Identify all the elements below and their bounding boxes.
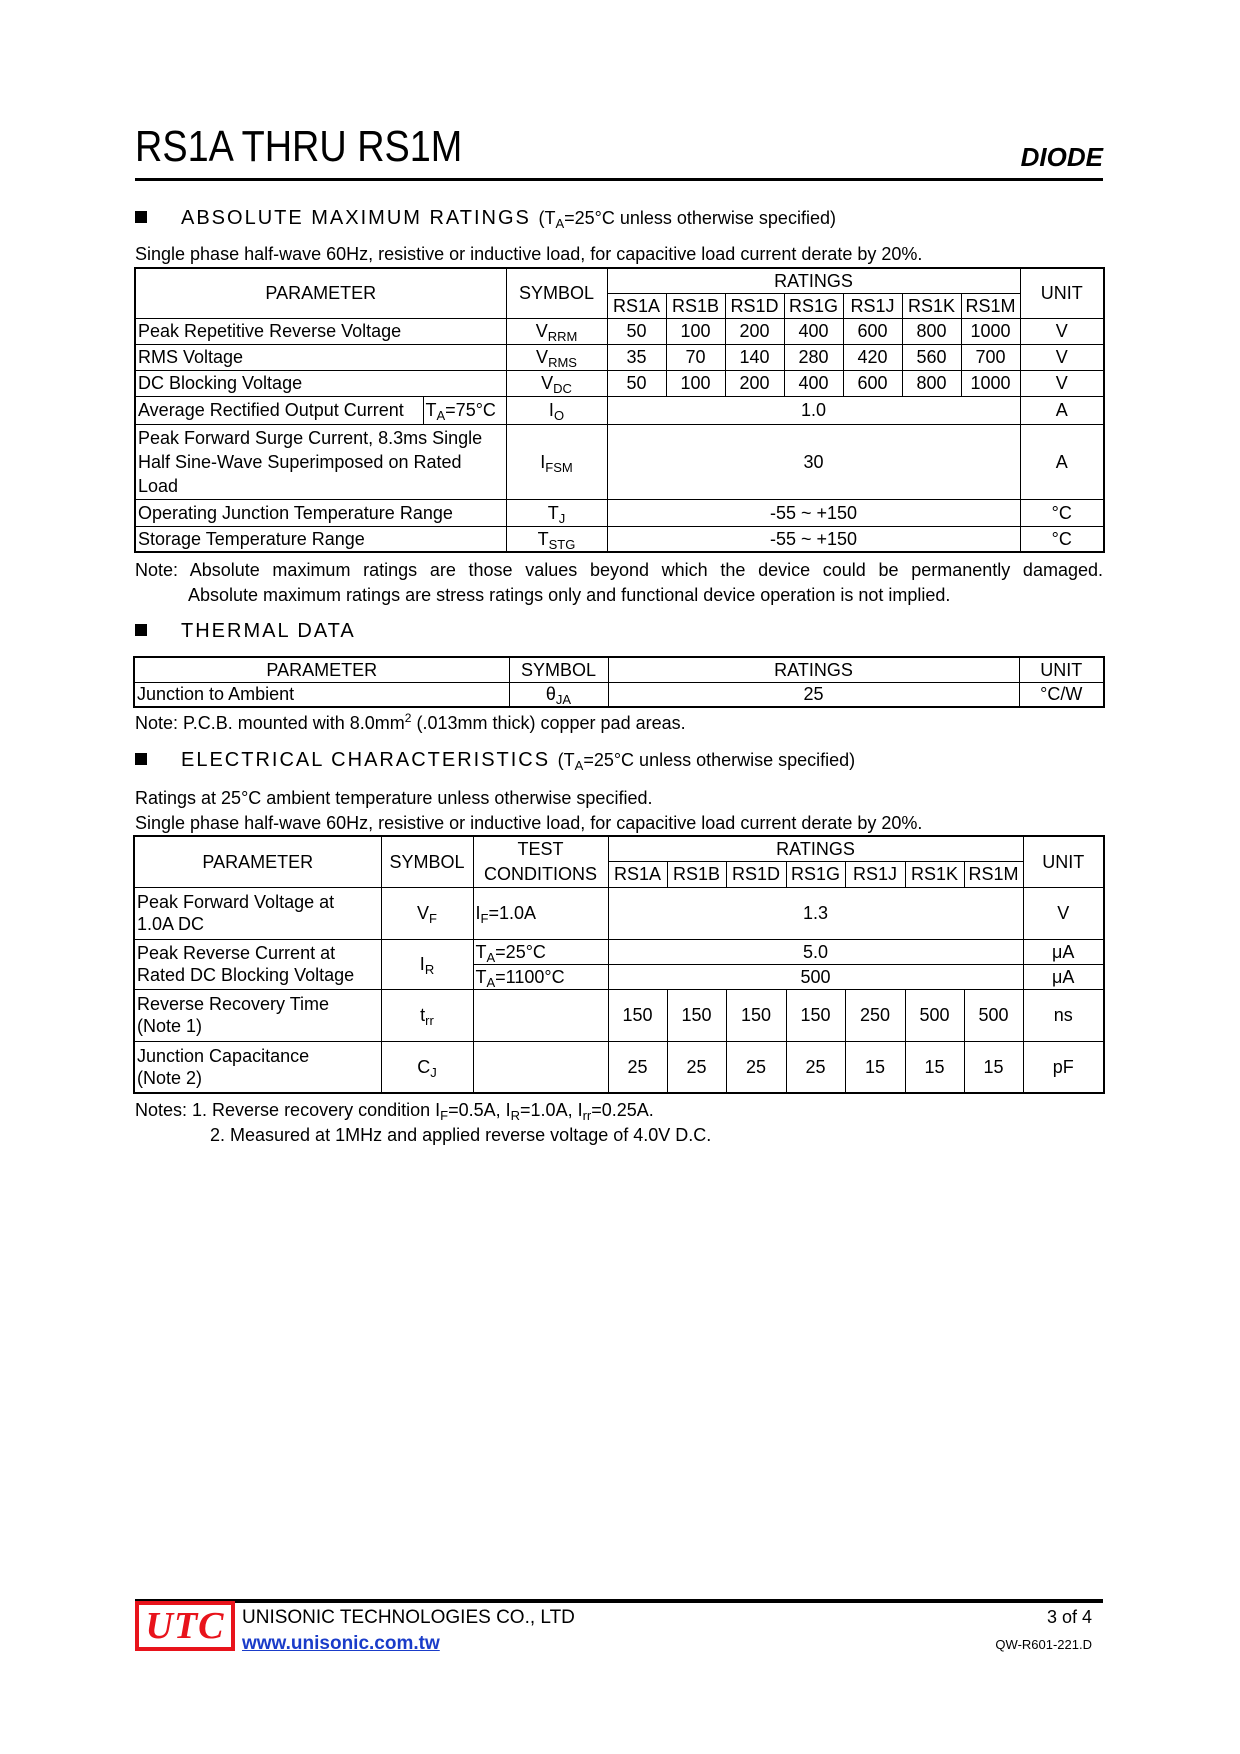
- param-cell: Reverse Recovery Time (Note 1): [134, 989, 381, 1041]
- unit-cell: °C: [1020, 526, 1104, 552]
- condition-cell: $T_A=1100^\circ C$: [473, 964, 608, 989]
- thermal-note: Note: P.C.B. mounted with $8.0mm^2$ (.013mm thick) copper pad areas.: [135, 711, 686, 733]
- elec-heading: ELECTRICAL CHARACTERISTICS ($T_A=25^\circ C$ unless otherwise specified): [135, 749, 855, 772]
- value-cell: 600: [843, 318, 902, 344]
- symbol-cell: $T_J$: [506, 499, 607, 526]
- header-rule: [135, 178, 1103, 181]
- value-cell: 500: [964, 989, 1023, 1041]
- value-cell: 250: [845, 989, 905, 1041]
- model-header: RS1M: [961, 293, 1020, 318]
- header-symbol: SYMBOL: [509, 657, 608, 682]
- header-parameter: PARAMETER: [135, 268, 506, 318]
- param-cell: DC Blocking Voltage: [135, 370, 506, 396]
- model-header: RS1D: [726, 861, 786, 887]
- utc-logo: UTC: [135, 1601, 235, 1651]
- unit-cell: V: [1020, 318, 1104, 344]
- symbol-cell: $I_O$: [506, 396, 607, 424]
- symbol-cell: $I_{FSM}$: [506, 424, 607, 499]
- table-row: [135, 396, 1104, 424]
- value-cell: 25: [608, 1041, 667, 1093]
- value-cell: 800: [902, 318, 961, 344]
- unit-cell: ns: [1023, 989, 1104, 1041]
- value-cell: -55 ~ +150: [607, 526, 1020, 552]
- table-row: [134, 1041, 1104, 1093]
- param-cell: Operating Junction Temperature Range: [135, 499, 506, 526]
- value-cell: 200: [725, 318, 784, 344]
- table-row: [135, 344, 1104, 370]
- unit-cell: A: [1020, 424, 1104, 499]
- abs-max-heading: ABSOLUTE MAXIMUM RATINGS ($T_A=25^\circ C$ unless otherwise specified): [135, 207, 836, 230]
- value-cell: 560: [902, 344, 961, 370]
- table-row: [135, 424, 1104, 499]
- header-unit: UNIT: [1019, 657, 1104, 682]
- model-header: RS1J: [843, 293, 902, 318]
- document-title: RS1A THRU RS1M: [135, 122, 463, 171]
- header-test: TEST: [473, 836, 608, 861]
- param-cell: Average Rectified Output Current $T_A=75^\circ C$: [135, 396, 506, 424]
- value-cell: 400: [784, 370, 843, 396]
- symbol-cell: $V_{RMS}$: [506, 344, 607, 370]
- elec-intro-1: Ratings at 25°C ambient temperature unless otherwise specified.: [135, 788, 653, 808]
- value-cell: 70: [666, 344, 725, 370]
- symbol-cell: $V_{DC}$: [506, 370, 607, 396]
- header-unit: UNIT: [1023, 836, 1104, 887]
- value-cell: 420: [843, 344, 902, 370]
- elec-note-2: 2. Measured at 1MHz and applied reverse voltage of 4.0V D.C.: [210, 1125, 712, 1145]
- param-cell: Junction to Ambient: [134, 682, 509, 707]
- model-header: RS1A: [607, 293, 666, 318]
- table-row: [134, 989, 1104, 1041]
- model-header: RS1B: [666, 293, 725, 318]
- param-cell: Junction Capacitance (Note 2): [134, 1041, 381, 1093]
- value-cell: 15: [845, 1041, 905, 1093]
- model-header: RS1B: [667, 861, 726, 887]
- header-symbol: SYMBOL: [381, 836, 473, 887]
- symbol-cell: $V_{RRM}$: [506, 318, 607, 344]
- table-row: [134, 887, 1104, 939]
- model-header: RS1K: [902, 293, 961, 318]
- unit-cell: V: [1020, 370, 1104, 396]
- header-ratings: RATINGS: [608, 836, 1023, 861]
- bullet-square-icon: [135, 624, 147, 636]
- company-name: UNISONIC TECHNOLOGIES CO., LTD: [242, 1607, 575, 1628]
- document-category: DIODE: [1020, 142, 1103, 172]
- value-cell: 150: [726, 989, 786, 1041]
- value-cell: 280: [784, 344, 843, 370]
- unit-cell: V: [1020, 344, 1104, 370]
- param-cell: Peak Forward Voltage at 1.0A DC: [134, 887, 381, 939]
- abs-max-note: Note: Absolute maximum ratings are those values beyond which the device could be permanently damaged.: [135, 560, 1103, 580]
- value-cell: 1.3: [608, 887, 1023, 939]
- abs-max-table: [134, 267, 1105, 553]
- abs-max-intro: Single phase half-wave 60Hz, resistive or inductive load, for capacitive load current derate by 20%.: [135, 244, 923, 264]
- value-cell: 600: [843, 370, 902, 396]
- condition-cell: [473, 989, 608, 1041]
- elec-table: [133, 835, 1105, 1094]
- header-parameter: PARAMETER: [134, 836, 381, 887]
- header-unit: UNIT: [1020, 268, 1104, 318]
- table-row: [135, 499, 1104, 526]
- unit-cell: V: [1023, 887, 1104, 939]
- bullet-square-icon: [135, 211, 147, 223]
- value-cell: 140: [725, 344, 784, 370]
- unit-cell: °C/W: [1019, 682, 1104, 707]
- model-header: RS1D: [725, 293, 784, 318]
- condition-cell: $T_A=25^\circ C$: [473, 939, 608, 964]
- model-header: RS1G: [786, 861, 845, 887]
- symbol-cell: $T_{STG}$: [506, 526, 607, 552]
- value-cell: 150: [667, 989, 726, 1041]
- value-cell: 25: [608, 682, 1019, 707]
- param-cell: RMS Voltage: [135, 344, 506, 370]
- value-cell: 150: [608, 989, 667, 1041]
- value-cell: 1000: [961, 318, 1020, 344]
- abs-max-note-cont: Absolute maximum ratings are stress ratings only and functional device operation is not implied.: [188, 585, 951, 605]
- unit-cell: A: [1020, 396, 1104, 424]
- website-link[interactable]: www.unisonic.com.tw: [242, 1633, 440, 1654]
- value-cell: 25: [786, 1041, 845, 1093]
- symbol-cell: $V_F$: [381, 887, 473, 939]
- model-header: RS1A: [608, 861, 667, 887]
- thermal-table: [133, 656, 1105, 708]
- symbol-cell: $t_{rr}$: [381, 989, 473, 1041]
- model-header: RS1J: [845, 861, 905, 887]
- value-cell: 100: [666, 318, 725, 344]
- header-conditions: CONDITIONS: [473, 861, 608, 887]
- value-cell: 100: [666, 370, 725, 396]
- symbol-cell: $\theta_{JA}$: [509, 682, 608, 707]
- thermal-heading: THERMAL DATA: [135, 620, 356, 643]
- bullet-square-icon: [135, 753, 147, 765]
- model-header: RS1G: [784, 293, 843, 318]
- elec-note-1: Notes: 1. Reverse recovery condition $I_F=0.5A$, $I_R=1.0A$, $I_{rr}=0.25A$.: [135, 1100, 654, 1123]
- elec-intro-2: Single phase half-wave 60Hz, resistive or inductive load, for capacitive load current derate by 20%.: [135, 813, 923, 833]
- value-cell: 25: [667, 1041, 726, 1093]
- value-cell: 35: [607, 344, 666, 370]
- value-cell: 5.0: [608, 939, 1023, 964]
- param-cell: Peak Reverse Current at Rated DC Blocking Voltage: [134, 939, 381, 989]
- table-row: [135, 318, 1104, 344]
- value-cell: 50: [607, 370, 666, 396]
- param-cell: Peak Forward Surge Current, 8.3ms Single Half Sine-Wave Superimposed on Rated Load: [135, 424, 506, 499]
- value-cell: 25: [726, 1041, 786, 1093]
- unit-cell: pF: [1023, 1041, 1104, 1093]
- model-header: RS1M: [964, 861, 1023, 887]
- page-number: 3 of 4: [1046, 1607, 1092, 1627]
- value-cell: 500: [608, 964, 1023, 989]
- header-parameter: PARAMETER: [134, 657, 509, 682]
- document-number: QW-R601-221.D: [995, 1637, 1092, 1652]
- unit-cell: μA: [1023, 964, 1104, 989]
- value-cell: 15: [905, 1041, 964, 1093]
- table-row: [134, 682, 1104, 707]
- table-row: [135, 370, 1104, 396]
- model-header: RS1K: [905, 861, 964, 887]
- param-cell: Peak Repetitive Reverse Voltage: [135, 318, 506, 344]
- unit-cell: °C: [1020, 499, 1104, 526]
- header-ratings: RATINGS: [608, 657, 1019, 682]
- value-cell: 15: [964, 1041, 1023, 1093]
- condition-cell: [473, 1041, 608, 1093]
- condition-cell: $T_A=75^\circ C$: [423, 397, 506, 424]
- value-cell: 150: [786, 989, 845, 1041]
- param-cell: Storage Temperature Range: [135, 526, 506, 552]
- header-ratings: RATINGS: [607, 268, 1020, 293]
- table-row: [134, 939, 1104, 964]
- value-cell: 400: [784, 318, 843, 344]
- value-cell: 1.0: [607, 396, 1020, 424]
- table-row: [135, 526, 1104, 552]
- unit-cell: μA: [1023, 939, 1104, 964]
- value-cell: 1000: [961, 370, 1020, 396]
- value-cell: 200: [725, 370, 784, 396]
- value-cell: 30: [607, 424, 1020, 499]
- condition-cell: $I_F=1.0A$: [473, 887, 608, 939]
- value-cell: 700: [961, 344, 1020, 370]
- value-cell: -55 ~ +150: [607, 499, 1020, 526]
- symbol-cell: $I_R$: [381, 939, 473, 989]
- value-cell: 500: [905, 989, 964, 1041]
- footer-rule: [135, 1599, 1103, 1603]
- header-symbol: SYMBOL: [506, 268, 607, 318]
- symbol-cell: $C_J$: [381, 1041, 473, 1093]
- value-cell: 50: [607, 318, 666, 344]
- value-cell: 800: [902, 370, 961, 396]
